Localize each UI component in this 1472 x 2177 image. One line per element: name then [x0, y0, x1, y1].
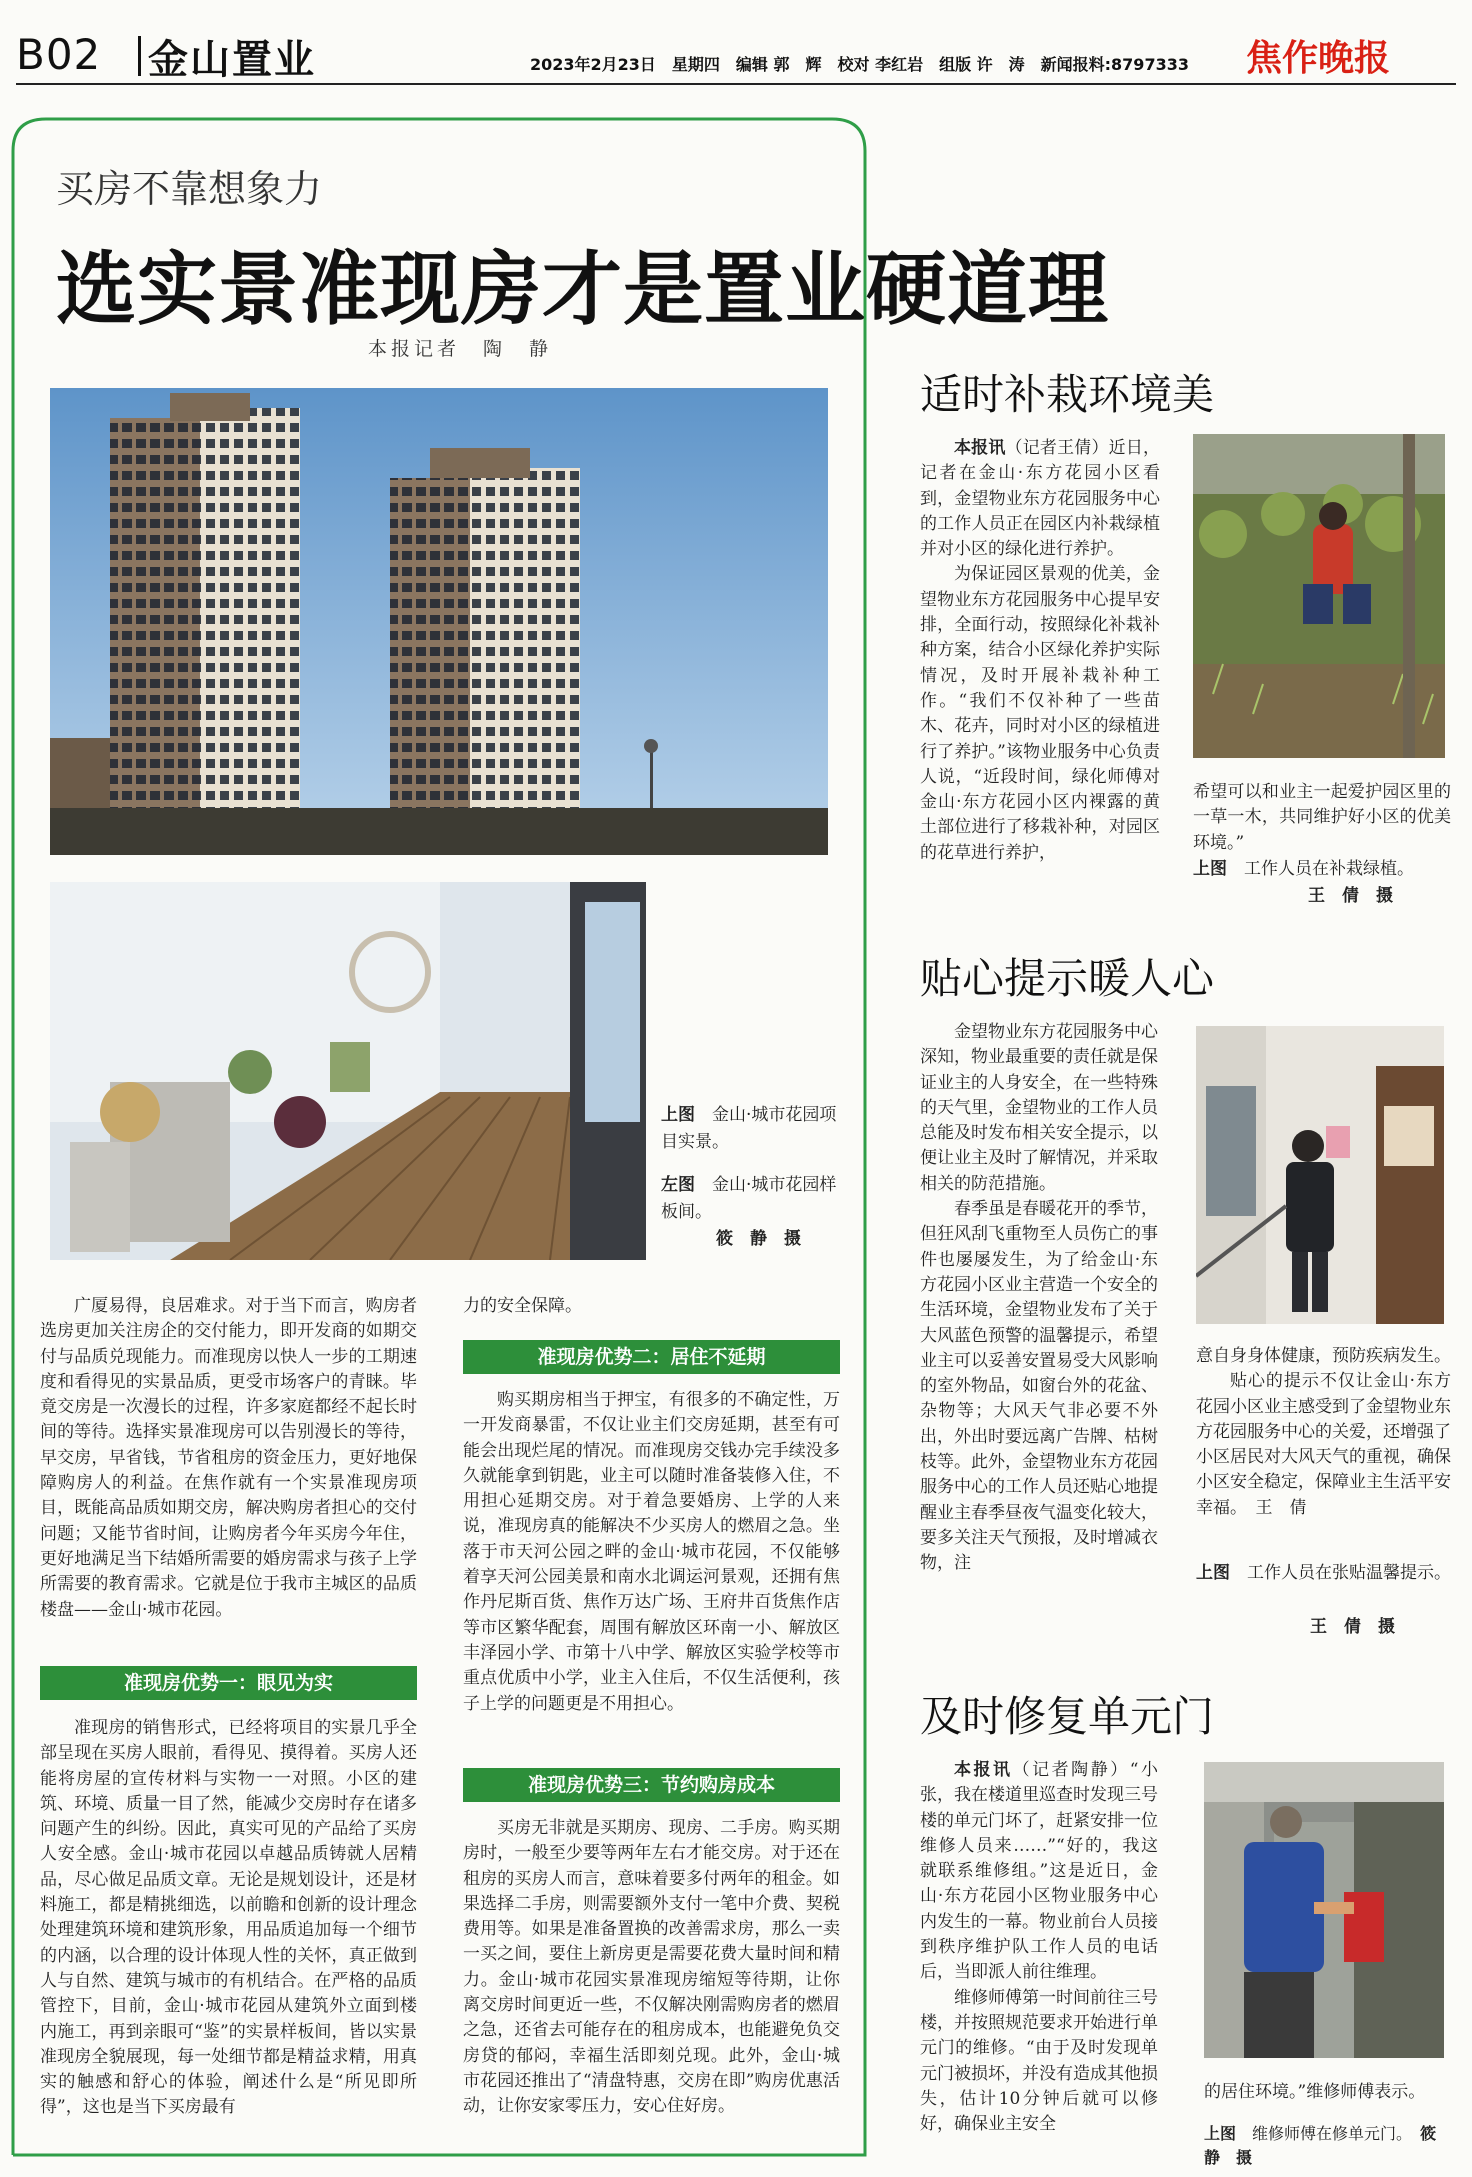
- photo-notice: [1196, 1026, 1444, 1324]
- story2-title: 贴心提示暖人心: [920, 954, 1215, 1003]
- photo-repair: [1204, 1762, 1444, 2058]
- story2-body-cont: [1196, 1344, 1451, 1521]
- story3-paragraph-3: 的居住环境。”维修师傅表示。: [1204, 2082, 1426, 2102]
- story1-paragraph-2: 为保证园区景观的优美，金望物业东方花园服务中心提早安排，全面行动，按照绿化补栽补种方案，结合小区绿化养护实际情况，及时开展补栽补种工作。“我们不仅补种了一些苗木、花卉，同时对小区的绿植进行了养护。”该物业服务中心负责人说，“近段时间，绿化师傅对金山·东方花园小区内裸露的黄土部位进行了移栽补种，对园区的花草进行养护，: [920, 564, 1160, 863]
- story2-author: 王 倩: [1255, 1497, 1307, 1518]
- story3-caption: [1204, 2122, 1451, 2170]
- header-meta: 2023年2月23日 星期四 编辑 郭 辉 校对 李红岩 组版 许 涛 新闻报料:8797333: [530, 55, 1189, 74]
- caption-room: [661, 1172, 841, 1226]
- story3-body-cont: [1204, 2080, 1451, 2105]
- story2-body: [920, 1020, 1158, 1577]
- story1-body-cont: [1193, 780, 1451, 856]
- page-number: B02: [16, 30, 102, 79]
- newspaper-brand: 焦作晚报: [1246, 38, 1391, 79]
- main-column-right-3: [463, 1816, 840, 2120]
- photo-credit: 筱 静 摄: [716, 1229, 801, 1249]
- story2-paragraph-4: 贴心的提示不仅让金山·东方花园小区业主感受到了金望物业东方花园服务中心的关爱，还增强了小区居民对大风天气的重视，确保小区安全稳定，保障业主生活平安幸福。 王 倩: [1196, 1371, 1451, 1518]
- story2-paragraph-3: 意自身身体健康，预防疾病发生。: [1196, 1346, 1451, 1366]
- caption-lead: 上图: [661, 1105, 695, 1125]
- header-rule: [16, 83, 1456, 85]
- photo-gardener: [1193, 434, 1445, 758]
- story3-title: 及时修复单元门: [920, 1692, 1215, 1741]
- section-title: 金山置业: [148, 37, 316, 83]
- story1-credit: 王 倩 摄: [1308, 886, 1393, 906]
- header-divider: [138, 36, 141, 76]
- paragraph-advantage-3: 买房无非就是买期房、现房、二手房。购买期房时，一般至少要等两年左右才能交房。对于还在租房的买房人而言，意味着要多付两年的租金。如果选择二手房，则需要额外支付一笔中介费、契税费用等。如果是准备置换的改善需求房，那么一卖一买之间，要住上新房更是需要花费大量时间和精力。金山·城市花园实景准现房缩短等待期，让你离交房时间更近一些，不仅解决刚需购房者的燃眉之急，还省去可能存在的租房成本，也能避免负交房贷的郁闷，幸福生活即刻兑现。此外，金山·城市花园还推出了“清盘特惠，交房在即”购房优惠活动，让你安家零压力，安心住好房。: [463, 1818, 840, 2117]
- story3-paragraph: 本报讯（记者陶静）“小张，我在楼道里巡查时发现三号楼的单元门坏了，赶紧安排一位维修人员来……”“好的，我这就联系维修组。”这是近日，金山·东方花园小区物业服务中心内发生的一幕。物业前台人员接到秩序维护队工作人员的电话后，当即派人前往维理。: [920, 1760, 1158, 1983]
- main-column-left: [40, 1294, 417, 1623]
- caption-text: 金山·城市花园样板间。: [661, 1175, 837, 1222]
- caption-lead: 左图: [661, 1175, 695, 1195]
- paragraph-advantage-1: 准现房的销售形式，已经将项目的实景几乎全部呈现在买房人眼前，看得见、摸得着。买房人还能将房屋的宣传材料与实物一一对照。小区的建筑、环境、质量一目了然，能减少交房时存在诸多问题产生的纠纷。因此，真实可见的产品给了买房人安全感。金山·城市花园以卓越品质铸就人居精品，尽心做足品质文章。无论是规划设计，还是材料施工，都是精挑细选，以前瞻和创新的设计理念处理建筑环境和建筑形象，用品质追加每一个细节的内涵，以合理的设计体现人性的关怀，真正做到人与自然、建筑与城市的有机结合。在严格的品质管控下，目前，金山·城市花园从建筑外立面到楼内施工，再到亲眼可“鉴”的实景样板间，皆以实景准现房全貌展现，每一处细节都是精益求精，用真实的触感和舒心的体验，阐述什么是“所见即所得”，这也是当下买房最有: [40, 1718, 417, 2118]
- caption-text: 金山·城市花园项目实景。: [661, 1105, 837, 1152]
- story3-credit: 筱 静 摄: [1204, 2124, 1453, 2167]
- caption-text: 维修师傅在修单元门。: [1252, 2124, 1405, 2143]
- subhead-advantage-3: 准现房优势三：节约购房成本: [463, 1768, 840, 1802]
- story3-body: [920, 1758, 1158, 2137]
- story1-lead: 本报讯: [954, 438, 1006, 458]
- caption-buildings: [661, 1102, 841, 1156]
- main-column-right: [463, 1294, 840, 1319]
- intro-paragraph: 广厦易得，良居难求。对于当下而言，购房者选房更加关注房企的交付能力，即开发商的如期交付与品质兑现能力。而准现房以快人一步的工期速度和看得见的实景品质，更受市场客户的青睐。毕竟交房是一次漫长的过程，许多家庭都经不起长时间的等待。选择实景准现房可以告别漫长的等待，早交房，早省钱，节省租房的资金压力，更好地保障购房人的利益。在焦作就有一个实景准现房项目，既能高品质如期交房，解决购房者担心的交付问题；又能节省时间，让购房者今年买房今年住，更好地满足当下结婚所需要的婚房需求与孩子上学所需要的教育需求。它就是位于我市主城区的品质楼盘——金山·城市花园。: [40, 1296, 417, 1620]
- paragraph-continued: 力的安全保障。: [463, 1296, 582, 1316]
- story3-paragraph-2: 维修师傅第一时间前往三号楼，并按照规范要求开始进行单元门的维修。“由于及时发现单元门被损坏，并没有造成其他损失，估计10分钟后就可以修好，确保业主安全: [920, 1987, 1158, 2135]
- main-column-left-2: [40, 1716, 417, 2121]
- paragraph-advantage-2: 购买期房相当于押宝，有很多的不确定性，万一开发商暴雷，不仅让业主们交房延期，甚至有可能会出现烂尾的情况。而准现房交钱办完手续没多久就能拿到钥匙，业主可以随时准备装修入住，不用担心延期交房。对于着急要婚房、上学的人来说，准现房真的能解决不少买房人的燃眉之急。坐落于市天河公园之畔的金山·城市花园，不仅能够着享天河公园美景和南水北调运河景观，还拥有焦作丹尼斯百货、焦作万达广场、王府井百货焦作店等市区繁华配套，周围有解放区环南一小、解放区丰泽园小学、市第十八中学、解放区实验学校等市重点优质中小学，业主入住后，不仅生活便利，孩子上学的问题更是不用担心。: [463, 1390, 840, 1714]
- story2-paragraph-1: 金望物业东方花园服务中心深知，物业最重要的责任就是保证业主的人身安全，在一些特殊的天气里，金望物业的工作人员总能及时发布相关安全提示，以便让业主及时了解情况，并采取相关的防范措施。: [920, 1022, 1158, 1194]
- story3-lead: 本报讯: [954, 1760, 1013, 1780]
- caption-text: 工作人员在补栽绿植。: [1244, 859, 1414, 879]
- story2-credit: 王 倩 摄: [1310, 1617, 1395, 1637]
- story1-title: 适时补栽环境美: [920, 370, 1215, 419]
- subhead-advantage-2: 准现房优势二：居住不延期: [463, 1340, 840, 1374]
- kicker: 买房不靠想象力: [56, 167, 323, 211]
- story1-paragraph: 本报讯（记者王倩）近日，记者在金山·东方花园小区看到，金望物业东方花园服务中心的工作人员正在园区内补栽绿植并对小区的绿化进行养护。: [920, 438, 1161, 560]
- caption-lead: 上图: [1193, 859, 1227, 879]
- story2-paragraph-2: 春季虽是春暖花开的季节，但狂风刮飞重物至人员伤亡的事件也屡屡发生，为了给金山·东方花园小区业主营造一个安全的生活环境，金望物业发布了关于大风蓝色预警的温馨提示，希望业主可以妥善安置易受大风影响的室外物品，如窗台外的花盆、杂物等；大风天气非必要不外出，外出时要远离广告牌、枯树枝等。此外，金望物业东方花园服务中心的工作人员还贴心地提醒业主春季昼夜气温变化较大，要多关注天气预报，及时增减衣物，注: [920, 1199, 1158, 1574]
- main-column-right-2: [463, 1388, 840, 1717]
- caption-lead: 上图: [1196, 1563, 1230, 1583]
- photo-buildings: [50, 388, 828, 855]
- story1-caption: [1193, 856, 1451, 883]
- photo-sample-room: [50, 882, 646, 1260]
- main-headline: 选实景准现房才是置业硬道理: [56, 243, 1109, 336]
- story2-caption: [1196, 1560, 1451, 1587]
- subhead-advantage-1: 准现房优势一：眼见为实: [40, 1666, 417, 1700]
- story1-body: [920, 436, 1160, 866]
- caption-lead: 上图: [1204, 2124, 1237, 2143]
- byline: 本报记者 陶 静: [368, 338, 553, 360]
- caption-text: 工作人员在张贴温馨提示。: [1247, 1563, 1451, 1583]
- story1-paragraph-3: 希望可以和业主一起爱护园区里的一草一木，共同维护好小区的优美环境。”: [1193, 782, 1451, 853]
